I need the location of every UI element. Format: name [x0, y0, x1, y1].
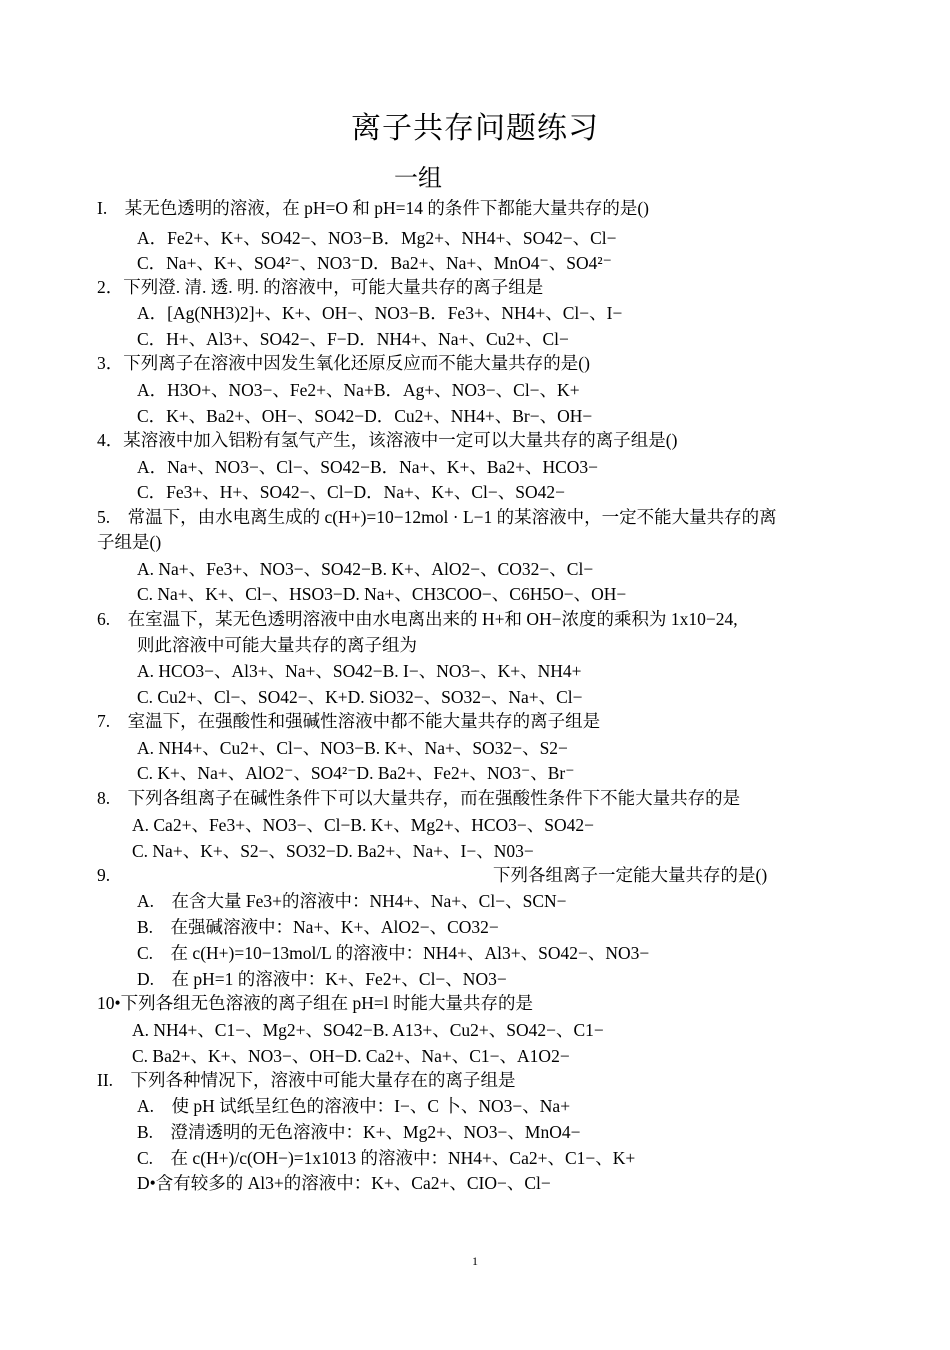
- option-line: C. Ba2+、K+、NO3−、OH−D. Ca2+、Na+、C1−、A1O2−: [132, 1046, 570, 1066]
- option-line: C．H+、Al3+、SO42−、F−D．NH4+、Na+、Cu2+、Cl−: [137, 329, 569, 349]
- option-line: C. K+、Na+、AlO2⁻、SO4²⁻D. Ba2+、Fe2+、NO3⁻、Br⁻: [137, 763, 575, 783]
- page-title: 离子共存问题练习: [351, 111, 599, 146]
- question-line: 9.: [97, 865, 111, 885]
- question-line: 6. 在室温下，某无色透明溶液中由水电离出来的 H+和 OH−浓度的乘积为 1x10−24,: [97, 609, 738, 629]
- question-line: 5. 常温下，由水电离生成的 c(H+)=10−12mol · L−1 的某溶液中，一定不能大量共存的离: [97, 507, 777, 527]
- question-line: I. 某无色透明的溶液，在 pH=O 和 pH=14 的条件下都能大量共存的是(): [97, 198, 650, 218]
- option-line: A. Na+、Fe3+、NO3−、SO42−B. K+、AlO2−、CO32−、Cl−: [137, 559, 594, 579]
- option-line: C．Fe3+、H+、SO42−、Cl−D．Na+、K+、Cl−、SO42−: [137, 482, 566, 502]
- option-line: A. Ca2+、Fe3+、NO3−、Cl−B. K+、Mg2+、HCO3−、SO42−: [132, 815, 595, 835]
- question-line: 2．下列澄. 清. 透. 明. 的溶液中，可能大量共存的离子组是: [97, 277, 544, 297]
- option-line: A. NH4+、C1−、Mg2+、SO42−B. A13+、Cu2+、SO42−、C1−: [132, 1020, 604, 1040]
- option-line: A. HCO3−、Al3+、Na+、SO42−B. I−、NO3−、K+、NH4+: [137, 661, 582, 681]
- option-line: A. 在含大量 Fe3+的溶液中：NH4+、Na+、Cl−、SCN−: [137, 891, 567, 911]
- option-line: A. 使 pH 试纸呈红色的溶液中：I−、C 卜、NO3−、Na+: [137, 1096, 571, 1116]
- option-line: A．Na+、NO3−、Cl−、SO42−B．Na+、K+、Ba2+、HCO3−: [137, 457, 599, 477]
- option-line: C．Na+、K+、SO4²⁻、NO3⁻D．Ba2+、Na+、MnO4⁻、SO4²⁻: [137, 253, 612, 273]
- question-line: 10•下列各组无色溶液的离子组在 pH=l 时能大量共存的是: [97, 993, 533, 1013]
- option-line: C. 在 c(H+)/c(OH−)=1x1013 的溶液中：NH4+、Ca2+、C1−、K+: [137, 1148, 636, 1168]
- option-line: C. Cu2+、Cl−、SO42−、K+D. SiO32−、SO32−、Na+、Cl−: [137, 687, 583, 707]
- question-line: II. 下列各种情况下，溶液中可能大量存在的离子组是: [97, 1070, 516, 1090]
- option-line: C. 在 c(H+)=10−13mol/L 的溶液中：NH4+、Al3+、SO42−、NO3−: [137, 943, 650, 963]
- question-line: 下列各组离子一定能大量共存的是(): [493, 865, 768, 885]
- option-line: B. 在强碱溶液中：Na+、K+、AlO2−、CO32−: [137, 917, 499, 937]
- question-line: 8. 下列各组离子在碱性条件下可以大量共存，而在强酸性条件下不能大量共存的是: [97, 788, 741, 808]
- option-line: A．H3O+、NO3−、Fe2+、Na+B．Ag+、NO3−、Cl−、K+: [137, 380, 580, 400]
- option-line: C. Na+、K+、S2−、SO32−D. Ba2+、Na+、I−、N03−: [132, 841, 534, 861]
- option-line: 则此溶液中可能大量共存的离子组为: [137, 635, 417, 655]
- question-line: 7. 室温下，在强酸性和强碱性溶液中都不能大量共存的离子组是: [97, 711, 601, 731]
- option-line: B. 澄清透明的无色溶液中：K+、Mg2+、NO3−、MnO4−: [137, 1122, 581, 1142]
- question-line: 4．某溶液中加入铝粉有氢气产生，该溶液中一定可以大量共存的离子组是(): [97, 430, 678, 450]
- question-line: 子组是(): [97, 532, 162, 552]
- section-subtitle: 一组: [394, 164, 442, 192]
- option-line: C．K+、Ba2+、OH−、SO42−D．Cu2+、NH4+、Br−、OH−: [137, 406, 593, 426]
- option-line: A．[Ag(NH3)2]+、K+、OH−、NO3−B．Fe3+、NH4+、Cl−、I−: [137, 303, 623, 323]
- option-line: C. Na+、K+、Cl−、HSO3−D. Na+、CH3COO−、C6H5O−、OH−: [137, 584, 627, 604]
- option-line: A．Fe2+、K+、SO42−、NO3−B．Mg2+、NH4+、SO42−、Cl−: [137, 228, 617, 248]
- question-line: 3．下列离子在溶液中因发生氧化还原反应而不能大量共存的是(): [97, 353, 590, 373]
- option-line: A. NH4+、Cu2+、Cl−、NO3−B. K+、Na+、SO32−、S2−: [137, 738, 568, 758]
- page-number: 1: [472, 1254, 478, 1268]
- option-line: D•含有较多的 Al3+的溶液中：K+、Ca2+、CIO−、Cl−: [137, 1173, 551, 1193]
- option-line: D. 在 pH=1 的溶液中：K+、Fe2+、Cl−、NO3−: [137, 969, 507, 989]
